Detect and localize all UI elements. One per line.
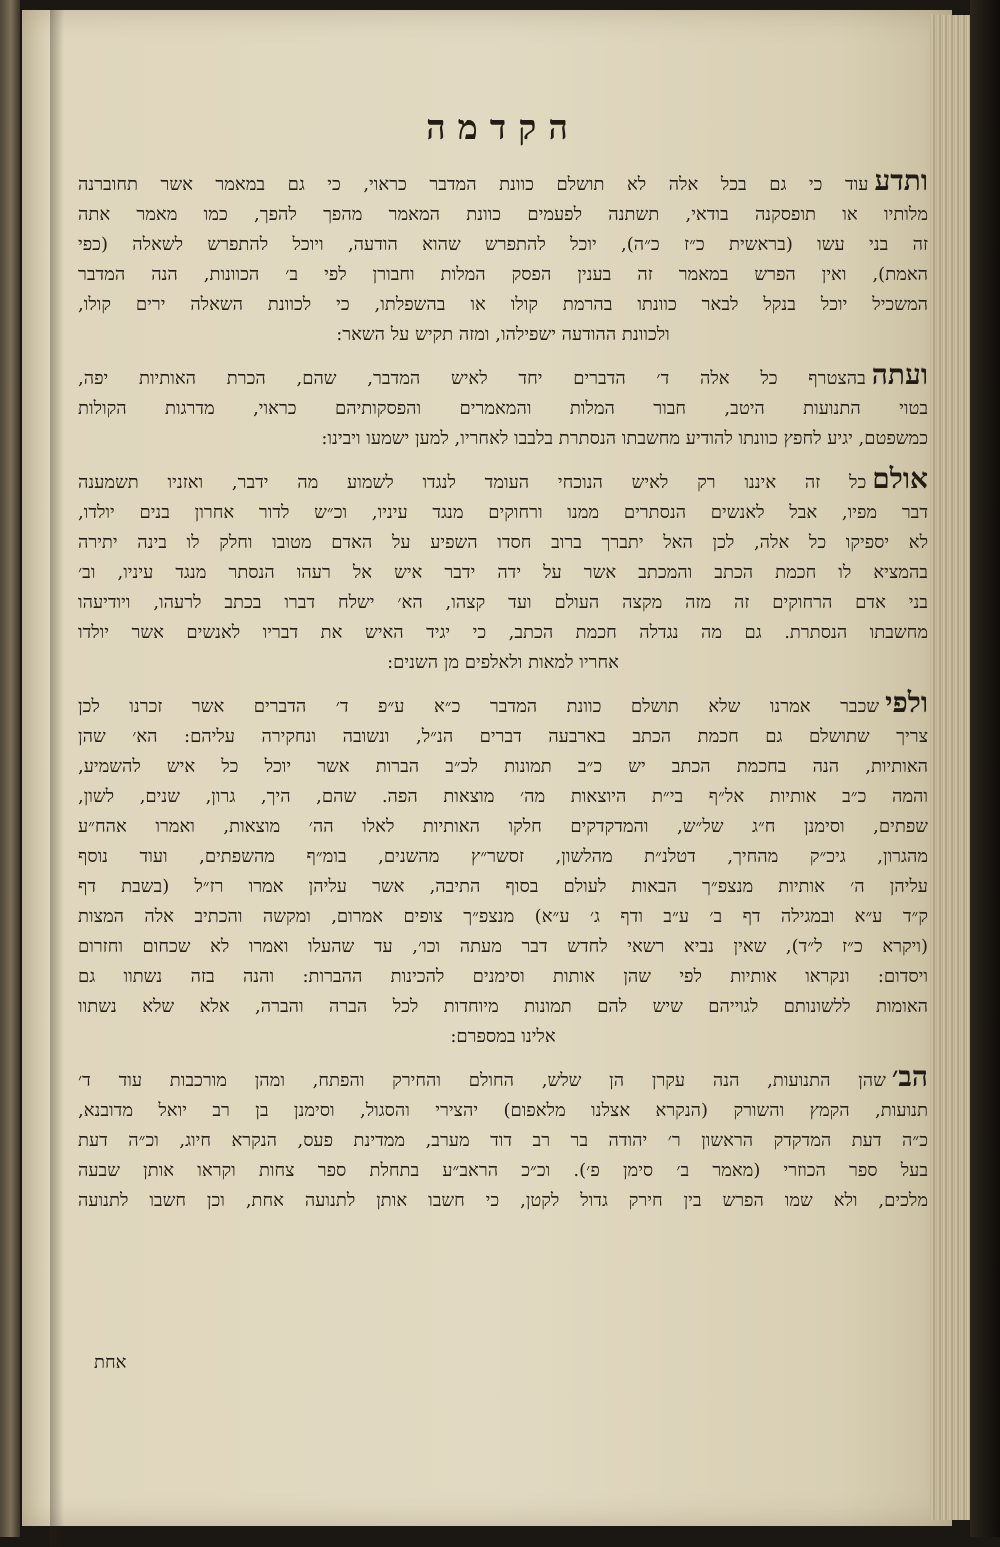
text-line xyxy=(78,1156,928,1186)
text-line xyxy=(78,200,928,230)
text-line xyxy=(78,166,928,200)
text-line xyxy=(78,842,928,872)
line-text: האומות ללשונותם לגוייהם שיש להם תמונות מיוחדות לכל הברה והברה, אלא שלא נשתוו xyxy=(78,996,928,1017)
paragraph xyxy=(78,360,928,454)
line-text: אלינו במספרם: xyxy=(450,1026,556,1047)
line-text: מלותיו או תופסקנה בודאי, תשתנה לפעמים כוונת המאמר מהפך להפך, כמו מאמר אתה xyxy=(78,204,928,225)
line-text: והמה כ״ב אותיות אל״ף בי״ת היוצאות מה׳ מוצאות הפה. שהם, היך, גרון, שנים, לשון, xyxy=(78,786,928,807)
line-text: בעל ספר הכוזרי (מאמר ב׳ סימן פ׳). וכ״כ הראב״ע בתחלת ספר צחות וקראו אותן שבעה xyxy=(78,1160,928,1181)
text-line xyxy=(78,688,928,722)
line-text: בהמציא לו חכמת הכתב והמכתב אשר על ידה ידבר איש אל רעהו הנסתר מנגד עיניו, וב׳ xyxy=(78,562,928,583)
line-text: בני אדם הרחוקים זה מזה מקצה העולם ועד קצהו, הא׳ ישלח דברו בכתב לרעהו, ויודיעהו xyxy=(78,592,928,613)
text-line xyxy=(78,1062,928,1096)
text-line xyxy=(78,648,928,678)
previous-page-edge xyxy=(0,0,20,1537)
text-line xyxy=(78,528,928,558)
text-line xyxy=(78,1022,928,1052)
book-cover-edge xyxy=(970,0,1000,1537)
line-text: עוד כי גם בכל אלה לא תושלם כוונת המדבר כראוי, כי גם במאמר אשר תחוברנה xyxy=(78,174,869,195)
paragraph xyxy=(78,688,928,1052)
paragraph xyxy=(78,464,928,678)
line-text: כל זה איננו רק לאיש הנוכחי העומד לנגדו לשמוע מה ידבר, ואזניו תשמענה xyxy=(78,472,867,493)
line-text: שפתים, וסימנן ח״ג של״ש, והמדקדקים חלקו האותיות לאלו הה׳ מוצאות, ואמרו אהח״ע xyxy=(78,816,928,837)
line-text: דבר מפיו, אבל לאנשים הנסתרים ממנו ורחוקים מנגד עיניו, וכ״ש לדור אחרון בנים יולדו, xyxy=(78,502,928,523)
text-line xyxy=(78,812,928,842)
paragraph xyxy=(78,166,928,350)
text-line xyxy=(78,260,928,290)
paragraph-lead-word: ותדע xyxy=(874,166,928,197)
line-text: ולכוונת ההודעה ישפילהו, ומזה תקיש על השאר: xyxy=(336,324,670,345)
line-text: בטוי התנועות היטב, חבור המלות והמאמרים והפסקותיהם כראוי, מדרגות הקולות xyxy=(78,398,928,419)
text-line xyxy=(78,588,928,618)
text-line xyxy=(78,902,928,932)
text-line xyxy=(78,290,928,320)
line-text: שהן התנועות, הנה עקרן הן שלש, החולם והחירק והפתח, ומהן מורכבות עוד ד׳ xyxy=(78,1070,886,1091)
paragraph-lead-word: אולם xyxy=(872,464,928,495)
text-line xyxy=(78,1126,928,1156)
line-text: ק״ד ע״א ובמגילה דף ב׳ ע״ב ודף ג׳ ע״א) מנצפ״ך צופים אמרום, ומקשה והכתיב אלה המצות xyxy=(78,906,928,927)
line-text: תנועות, הקמץ והשורק (הנקרא אצלנו מלאפום) יהצירי והסגול, וסימנן בן רב יואל מדובנא, xyxy=(78,1100,928,1121)
text-line xyxy=(78,1096,928,1126)
line-text: מהגרון, גיכ״ק מהחיך, דטלנ״ת מהלשון, זסשר״ץ מהשנים, בומ״ף מהשפתים, ועוד נוסף xyxy=(78,846,928,867)
line-text: האותיות, הנה בחכמת הכתב יש כ״ב תמונות לכ״ב הברות אשר יוכל כל איש להשמיע, xyxy=(78,756,928,777)
text-line xyxy=(78,464,928,498)
text-line xyxy=(78,782,928,812)
line-text: מלכים, ולא שמו הפרש בין חירק גדול לקטן, כי חשבו אותן לתנועה אחת, וכן חשבו לתנועה xyxy=(78,1190,928,1211)
text-line xyxy=(78,618,928,648)
line-text: ויסדום: ונקראו אותיות לפי שהן אותות וסימנים להכינות ההברות: והנה בזה נשתוו גם xyxy=(78,966,928,987)
text-line xyxy=(78,394,928,424)
line-text: כ״ה דעת המדקדק הראשון ר׳ יהודה בר רב דוד מערב, ממדינת פעס, הנקרא חיוג, וכ״ה דעת xyxy=(78,1130,928,1151)
line-text: (ויקרא כ״ז ל״ד), שאין נביא רשאי לחדש דבר מעתה וכו׳, עד שהעלו ואמרו לא שכחום וחזרום xyxy=(78,936,928,957)
line-text: זה בני עשו (בראשית כ״ז כ״ה), יוכל להתפרש שהוא הודעה, ויוכל להתפרש לשאלה (כפי xyxy=(78,234,928,255)
line-text: האמת), ואין הפרש במאמר זה בענין הפסק המלות וחבורן לפי ב׳ הכוונות, הנה המדבר xyxy=(78,264,928,285)
text-line xyxy=(78,752,928,782)
line-text: כמשפטם, יגיע לחפץ כוונתו להודיע מחשבתו הנסתרת בלבבו לאחריו, למען ישמעו ויבינו: xyxy=(321,428,928,449)
text-line xyxy=(78,872,928,902)
line-text: צריך שתושלם גם חכמת הכתב בארבעה דברים הנ״ל, ונשובה ונחקירה עליהם: הא׳ שהן xyxy=(78,726,928,747)
line-text: המשכיל יוכל בנקל לבאר כוונתו בהרמת קולו או בהשפלתו, כי לכוונת השאלה ירים קולו, xyxy=(78,294,928,315)
paragraph-lead-word: ועתה xyxy=(871,360,928,391)
line-text: אחריו למאות ולאלפים מן השנים: xyxy=(387,652,619,673)
text-line xyxy=(78,932,928,962)
text-line xyxy=(78,558,928,588)
text-line xyxy=(78,1186,928,1216)
text-line xyxy=(78,424,928,454)
line-text: לא יספיקו כל אלה, לכן האל יתברך ברוב חסדו השפיע על האדם מטובו וחלק לו בינה יתירה xyxy=(78,532,928,553)
catchword: אחת xyxy=(94,1352,127,1373)
text-line xyxy=(78,992,928,1022)
text-line xyxy=(78,498,928,528)
page-heading: הקדמה xyxy=(426,108,580,148)
paragraph-lead-word: הב׳ xyxy=(891,1062,928,1093)
line-text: עליהן ה׳ אותיות מנצפ״ך הבאות לעולם בסוף התיבה, אשר עליהן אמרו רז״ל (בשבת דף xyxy=(78,876,928,897)
line-text: שכבר אמרנו שלא תושלם כוונת המדבר כ״א ע״פ ד׳ הדברים אשר זכרנו לכן xyxy=(78,696,880,717)
paragraph xyxy=(78,1062,928,1216)
page-edges xyxy=(930,15,972,1520)
text-line xyxy=(78,962,928,992)
paragraph-lead-word: ולפי xyxy=(885,688,928,719)
text-line xyxy=(78,320,928,350)
text-line xyxy=(78,230,928,260)
page-text xyxy=(78,100,928,1430)
page-gutter-shadow xyxy=(50,10,64,1547)
line-text: מחשבתו הנסתרת. גם מה נגדלה חכמת הכתב, כי יגיד האיש את דבריו לאנשים אשר יולדו xyxy=(78,622,928,643)
text-line xyxy=(78,360,928,394)
line-text: בהצטרף כל אלה ד׳ הדברים יחד לאיש המדבר, שהם, הכרת האותיות יפה, xyxy=(78,368,866,389)
text-line xyxy=(78,722,928,752)
